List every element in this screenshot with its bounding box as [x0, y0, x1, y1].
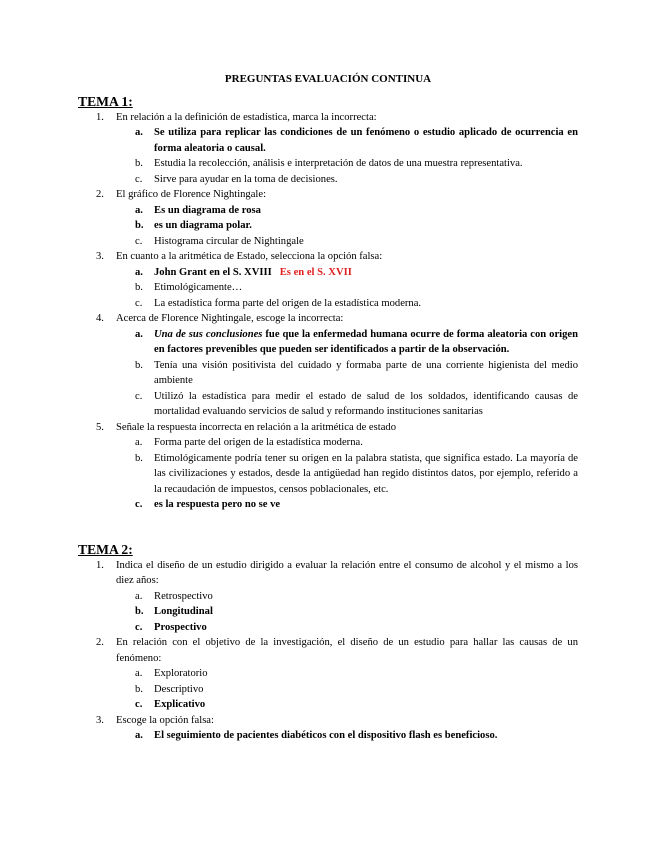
option-item-marked [78, 218, 578, 234]
option-item [78, 451, 578, 498]
option-letter: c. [135, 235, 143, 247]
question-item [78, 110, 578, 126]
option-item-marked [78, 604, 578, 620]
question-text: El gráfico de Florence Nightingale: [116, 189, 267, 200]
option-letter: b. [135, 158, 143, 169]
option-item-marked [78, 620, 578, 636]
question-text: En relación con el objetivo de la investigación, el diseño de un estudio para hallar las causas de un fenómeno: [116, 637, 578, 664]
option-item [78, 280, 578, 296]
option-text: Exploratorio [154, 668, 208, 679]
option-letter: a. [135, 127, 143, 138]
tema-heading: TEMA 2: [78, 541, 133, 557]
option-text: Retrospectivo [154, 590, 213, 602]
option-text: es la respuesta pero no se ve [154, 499, 281, 510]
option-letter: a. [135, 328, 143, 340]
option-text: Etimológicamente… [154, 282, 243, 293]
option-list [78, 265, 578, 312]
question-number: 1. [96, 111, 104, 123]
option-item [78, 682, 578, 698]
option-letter: b. [135, 282, 143, 293]
option-item-marked [78, 697, 578, 713]
tema-section [78, 93, 578, 513]
option-text: Prospectivo [154, 621, 207, 633]
option-item [78, 172, 578, 188]
option-text: Explicativo [154, 699, 206, 710]
option-letter: b. [135, 359, 143, 371]
option-text: La estadística forma parte del origen de la estadística moderna. [154, 297, 422, 309]
option-item-marked [78, 125, 578, 156]
question-item [78, 558, 578, 589]
option-list [78, 435, 578, 513]
document-page [78, 72, 578, 744]
question-text: En relación a la definición de estadística, marca la incorrecta: [116, 111, 377, 123]
document-title: PREGUNTAS EVALUACIÓN CONTINUA [224, 73, 432, 85]
option-item [78, 296, 578, 312]
question-text: Acerca de Florence Nightingale, escoge la incorrecta: [116, 313, 344, 324]
option-item [78, 589, 578, 605]
option-item-marked [78, 327, 578, 358]
option-letter: c. [135, 699, 143, 710]
option-list [78, 203, 578, 250]
option-letter: c. [135, 621, 143, 633]
tema-section [78, 541, 578, 744]
option-list [78, 125, 578, 187]
option-letter: b. [135, 606, 144, 617]
option-letter: a. [135, 437, 143, 448]
option-letter: b. [135, 220, 144, 231]
option-text: Utilizó la estadística para medir el estado de salud de los soldados, identificando causas de mortalidad evaluando servicios de salud y reformando instituciones sanitarias [154, 390, 578, 417]
option-letter: c. [135, 173, 143, 185]
option-text: Estudia la recolección, análisis e interpretación de datos de una muestra representativa. [154, 158, 523, 169]
option-letter: b. [135, 683, 143, 695]
option-text: Longitudinal [154, 606, 213, 617]
option-letter: c. [135, 390, 143, 402]
question-item [78, 249, 578, 265]
option-item [78, 435, 578, 451]
option-text: fue que la enfermedad humana ocurre de forma aleatoria con origen en factores prevenibles que pueden ser identificados a partir de la observación. [154, 328, 579, 355]
option-text: Descriptivo [154, 683, 204, 695]
question-text: En cuanto a la aritmética de Estado, selecciona la opción falsa: [116, 251, 383, 262]
option-item [78, 666, 578, 682]
option-text: John Grant en el S. XVIII [154, 266, 272, 278]
option-text: Histograma circular de Nightingale [154, 235, 304, 247]
option-letter: a. [135, 730, 143, 741]
option-text: Forma parte del origen de la estadística moderna. [154, 437, 363, 448]
option-item [78, 358, 578, 389]
option-text: Es un diagrama de rosa [154, 204, 261, 216]
option-list [78, 589, 578, 636]
option-letter: a. [135, 204, 143, 216]
option-letter: a. [135, 266, 143, 278]
option-item [78, 156, 578, 172]
question-number: 3. [96, 714, 104, 726]
question-item [78, 311, 578, 327]
question-number: 3. [96, 251, 104, 262]
option-text: es un diagrama polar. [154, 220, 252, 231]
tema-heading: TEMA 1: [78, 93, 133, 109]
option-item-marked [78, 203, 578, 219]
question-number: 2. [96, 189, 104, 200]
option-list [78, 666, 578, 713]
question-item [78, 713, 578, 729]
option-list [78, 327, 578, 420]
option-text: Se utiliza para replicar las condiciones de un fenómeno o estudio aplicado de ocurrencia en forma aleatoria o causal. [154, 127, 578, 154]
option-text: Etimológicamente podría tener su origen en la palabra statista, que significa estado. La mayoría de las civilizaciones y estados, desde la antigüedad han regido distintos datos, por ejemplo, referido a la recaudación de impuestos, censos poblacionales, etc. [154, 452, 578, 495]
option-item-marked [78, 265, 578, 281]
question-number: 1. [96, 559, 104, 571]
question-text: Escoge la opción falsa: [116, 714, 214, 726]
question-text: Señale la respuesta incorrecta en relación a la aritmética de estado [116, 421, 396, 433]
option-text-emphasis: Una de sus conclusiones [154, 328, 263, 340]
option-item-marked [78, 728, 578, 744]
option-item [78, 389, 578, 420]
option-item [78, 234, 578, 250]
option-text: Tenía una visión positivista del cuidado y formaba parte de una corriente higienista del medio ambiente [154, 359, 578, 386]
question-number: 2. [96, 637, 104, 648]
option-letter: c. [135, 297, 143, 309]
correction-note: Es en el S. XVII [279, 266, 352, 278]
question-item [78, 420, 578, 436]
question-item [78, 635, 578, 666]
option-list [78, 728, 578, 744]
temas-container [78, 93, 578, 744]
question-item [78, 187, 578, 203]
option-text: Sirve para ayudar en la toma de decisiones. [154, 173, 338, 185]
option-letter: a. [135, 590, 143, 602]
question-number: 5. [96, 421, 104, 433]
option-text: El seguimiento de pacientes diabéticos con el dispositivo flash es beneficioso. [154, 730, 498, 741]
option-item-marked [78, 497, 578, 513]
option-letter: a. [135, 668, 143, 679]
question-number: 4. [96, 313, 104, 324]
question-text: Indica el diseño de un estudio dirigido a evaluar la relación entre el consumo de alcohol y el mismo a los diez años: [116, 559, 578, 586]
option-letter: c. [135, 499, 143, 510]
option-letter: b. [135, 452, 143, 464]
